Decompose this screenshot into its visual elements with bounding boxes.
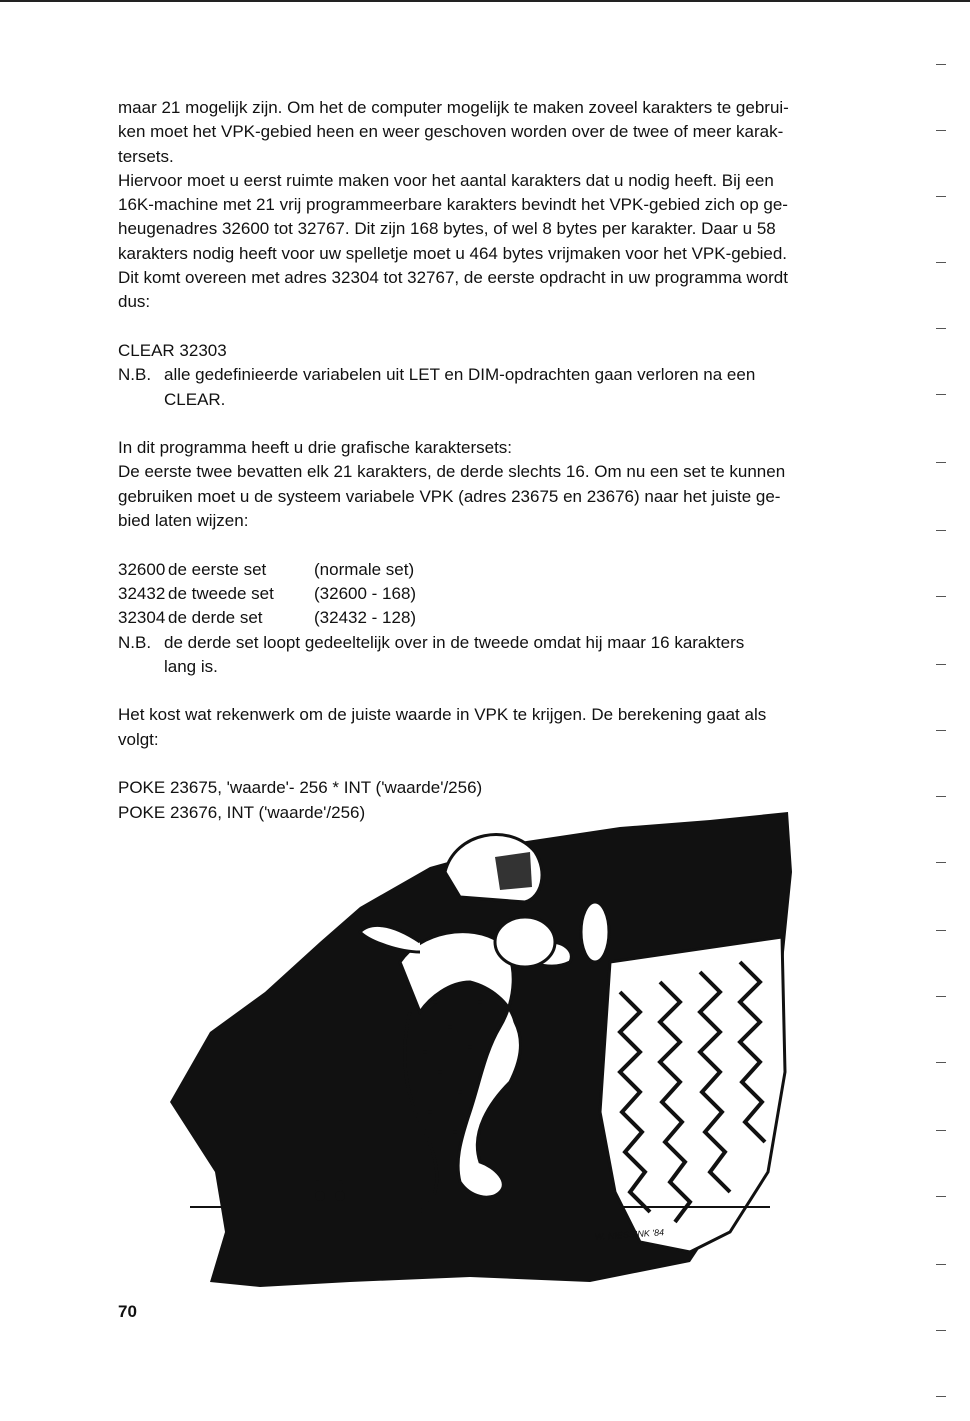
note-text: de derde set loopt gedeeltelijk over in de tweede omdat hij maar 16 karakters — [164, 632, 745, 652]
set-address: 32600 — [118, 559, 166, 579]
margin-tick — [936, 664, 946, 665]
note-text-continued: lang is. — [164, 656, 218, 676]
clear-command: CLEAR 32303 — [118, 340, 227, 360]
note-label: N.B. — [118, 365, 152, 385]
margin-tick — [936, 1196, 946, 1197]
margin-tick — [936, 930, 946, 931]
set-list — [118, 558, 858, 631]
set-address: 32304 — [118, 608, 166, 628]
margin-tick — [936, 996, 946, 997]
set-note: (32600 - 168) — [314, 583, 417, 603]
paragraph-5: Het kost wat rekenwerk om de juiste waarde in VPK te krijgen. De berekening gaat als volgt: — [118, 705, 767, 749]
margin-tick — [936, 262, 946, 263]
note-2 — [118, 631, 858, 655]
paragraph-2: Hiervoor moet u eerst ruimte maken voor het aantal karakters dat u nodig heeft. Bij een 16K-machine met 21 vrij programmeerbare karakters bevindt het VPK-gebied zich op ge- heugenadres 32600 tot 32767. Dit zijn 168 bytes, of wel 8 bytes per karakter. Daar u 58 karakters nodig heeft voor uw spelletje moet u 464 bytes vrijmaken voor het VPK-gebied. Dit komt overeen met adres 32304 tot 32767, de eerste opdracht in uw programma wordt dus: — [118, 170, 788, 312]
paragraph-3: In dit programma heeft u drie grafische karaktersets: — [118, 438, 513, 458]
margin-tick — [936, 1130, 946, 1131]
margin-tick — [936, 394, 946, 395]
set-note: (normale set) — [314, 559, 415, 579]
set-row — [118, 558, 858, 582]
margin-tick — [936, 1396, 946, 1397]
paragraph-4: De eerste twee bevatten elk 21 karakters, de derde slechts 16. Om nu een set te kunnen gebruiken moet u de systeem variabele VPK (adres 23675 en 23676) naar het juiste ge- bied laten wijzen: — [118, 462, 786, 531]
poke-line: POKE 23675, 'waarde'- 256 * INT ('waarde'/256) — [118, 778, 483, 798]
margin-tick — [936, 730, 946, 731]
top-rule — [0, 0, 970, 2]
margin-tick — [936, 130, 946, 131]
margin-tick — [936, 1264, 946, 1265]
margin-tick — [936, 1330, 946, 1331]
margin-tick — [936, 196, 946, 197]
note-text: alle gedefinieerde variabelen uit LET en DIM-opdrachten gaan verloren na een — [164, 365, 756, 385]
margin-tick — [936, 462, 946, 463]
margin-tick — [936, 596, 946, 597]
set-row — [118, 582, 858, 606]
poke-line: POKE 23676, INT ('waarde'/256) — [118, 802, 366, 822]
set-name: de derde set — [168, 608, 263, 628]
margin-tick — [936, 328, 946, 329]
cartoon-illustration — [170, 812, 800, 1292]
margin-tick — [936, 64, 946, 65]
margin-tick — [936, 862, 946, 863]
illustration-signature: W. NIESSINK '84 — [594, 1227, 665, 1242]
page-number: 70 — [118, 1302, 137, 1321]
margin-tick — [936, 1062, 946, 1063]
set-name: de tweede set — [168, 583, 274, 603]
paragraph-1: maar 21 mogelijk zijn. Om het de computer mogelijk te maken zoveel karakters te gebrui- ken moet het VPK-gebied heen en weer geschoven worden over de twee of meer karak- tersets. — [118, 98, 789, 166]
set-name: de eerste set — [168, 559, 267, 579]
set-address: 32432 — [118, 583, 166, 603]
set-note: (32432 - 128) — [314, 608, 417, 628]
margin-tick — [936, 530, 946, 531]
set-row — [118, 606, 858, 630]
note-label: N.B. — [118, 632, 152, 652]
body-text — [118, 96, 858, 825]
note-1 — [118, 363, 858, 387]
note-text-continued: CLEAR. — [164, 389, 226, 409]
margin-tick — [936, 796, 946, 797]
